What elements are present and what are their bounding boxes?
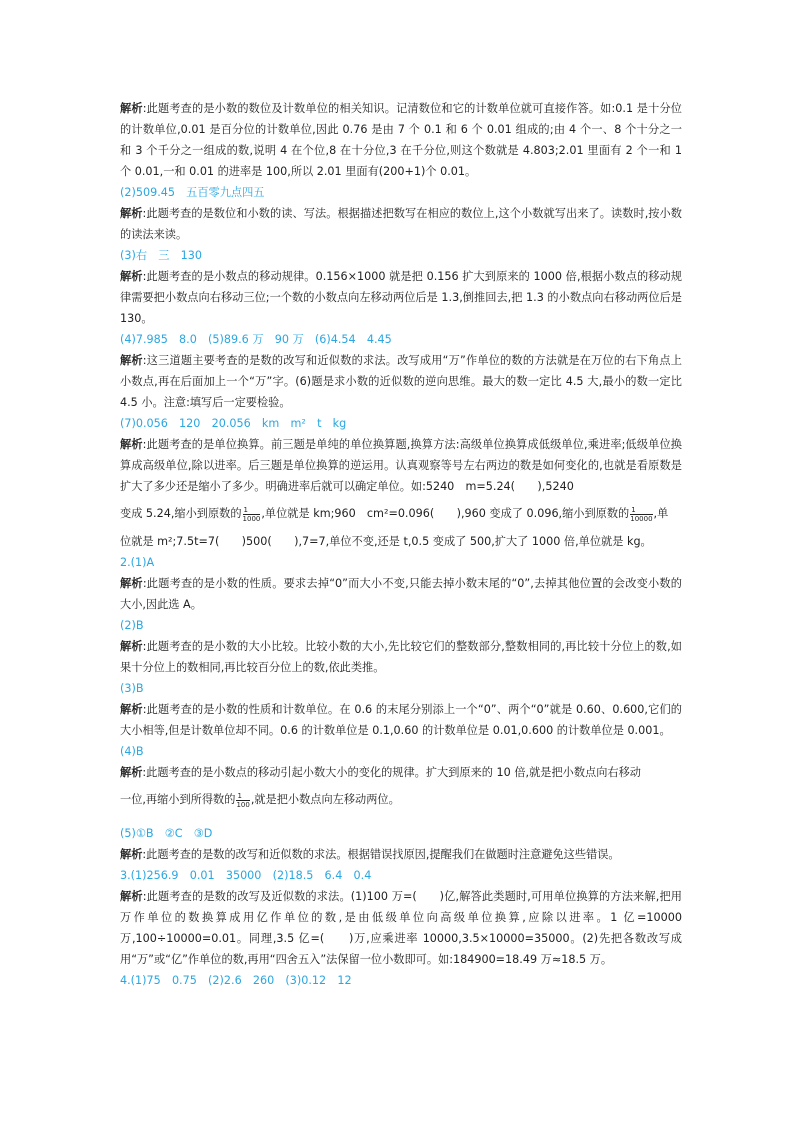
analysis-label: 解析	[120, 890, 143, 903]
analysis-text: 此题考查的是单位换算。前三题是单纯的单位换算题,换算方法:高级单位换算成低级单位,乘进率;低级单位换算成高级单位,除以进率。后三题是单位换算的逆运用。认真观察等号左右两边的数是如何变化的,也就是看原数是扩大了多少还是缩小了多少。明确进率后就可以确定单位。如:5240 m=5.24( ),5240	[120, 438, 682, 493]
analysis-label: 解析	[120, 848, 143, 861]
analysis-paragraph: 解析:此题考查的是小数的大小比较。比较小数的大小,先比较它们的整数部分,整数相同的,再比较十分位上的数,如果十分位上的数相同,再比较百分位上的数,依此类推。	[120, 640, 682, 674]
answer-line: 2.(1)A	[120, 556, 155, 569]
analysis-text: 此题考查的是小数点的移动规律。0.156×1000 就是把 0.156 扩大到原来的 1000 倍,根据小数点的移动规律需要把小数点向右移动三位;一个数的小数点向左移动两位后是 1.3,倒推回去,把 1.3 的小数点向右移动两位后是 130。	[120, 270, 682, 325]
analysis-label: 解析	[120, 577, 143, 590]
analysis-paragraph: 解析:此题考查的是单位换算。前三题是单纯的单位换算题,换算方法:高级单位换算成低级单位,乘进率;低级单位换算成高级单位,除以进率。后三题是单位换算的逆运用。认真观察等号左右两边的数是如何变化的,也就是看原数是扩大了多少还是缩小了多少。明确进率后就可以确定单位。如:5240 m=5.24( ),5240	[120, 438, 682, 493]
analysis-paragraph: 解析:此题考查的是小数点的移动规律。0.156×1000 就是把 0.156 扩大到原来的 1000 倍,根据小数点的移动规律需要把小数点向右移动三位;一个数的小数点向左移动两位后是 1.3,倒推回去,把 1.3 的小数点向右移动两位后是 130。	[120, 270, 682, 325]
analysis-text: 此题考查的是数位和小数的读、写法。根据描述把数写在相应的数位上,这个小数就写出来了。读数时,按小数的读法来读。	[120, 207, 682, 241]
analysis-text: 此题考查的是数的改写和近似数的求法。根据错误找原因,提醒我们在做题时注意避免这些错误。	[146, 848, 620, 861]
answer-line: (2)509.45 五百零九点四五	[120, 186, 265, 199]
answer-page	[120, 98, 682, 991]
fraction: $\frac{1}{1000}$	[242, 505, 261, 523]
analysis-label: 解析	[120, 766, 143, 779]
analysis-paragraph: 解析:此题考查的是小数点的移动引起小数大小的变化的规律。扩大到原来的 10 倍,就是把小数点向右移动	[120, 766, 641, 779]
analysis-text: 这三道题主要考查的是数的改写和近似数的求法。改写成用“万”作单位的数的方法就是在万位的右下角点上小数点,再在后面加上一个“万”字。(6)题是求小数的近似数的逆向思维。最大的数一定比 4.5 大,最小的数一定比 4.5 小。注意:填写后一定要检验。	[120, 354, 682, 409]
analysis-label: 解析	[120, 438, 143, 451]
analysis-text: 此题考查的是数的改写及近似数的求法。(1)100 万=( )亿,解答此类题时,可用单位换算的方法来解,把用万作单位的数换算成用亿作单位的数,是由低级单位向高级单位换算,应除以进率。1 亿=10000 万,100÷10000=0.01。同理,3.5 亿=( )万,应乘进率 10000,3.5×10000=35000。(2)先把各数改写成用“万”或“亿”作单位的数,再用“四舍五入”法保留一位小数即可。如:184900=18.49 万≈18.5 万。	[120, 890, 682, 966]
answer-line: (3)右 三 130	[120, 249, 202, 262]
analysis-text: 此题考查的是小数的大小比较。比较小数的大小,先比较它们的整数部分,整数相同的,再比较十分位上的数,如果十分位上的数相同,再比较百分位上的数,依此类推。	[120, 640, 682, 674]
analysis-paragraph: 解析:此题考查的是小数的性质。要求去掉“0”而大小不变,只能去掉小数末尾的“0”,去掉其他位置的会改变小数的大小,因此选 A。	[120, 577, 682, 611]
analysis-text-line: 位就是 m²;7.5t=7( )500( ),7=7,单位不变,还是 t,0.5 变成了 500,扩大了 1000 倍,单位就是 kg。	[120, 535, 652, 548]
analysis-label: 解析	[120, 640, 143, 653]
answer-line: 3.(1)256.9 0.01 35000 (2)18.5 6.4 0.4	[120, 869, 372, 882]
analysis-paragraph: 解析:此题考查的是小数的性质和计数单位。在 0.6 的末尾分别添上一个“0”、两个“0”就是 0.60、0.600,它们的大小相等,但是计数单位却不同。0.6 的计数单位是 0.1,0.60 的计数单位是 0.01,0.600 的计数单位是 0.001。	[120, 703, 682, 737]
analysis-label: 解析	[120, 354, 143, 367]
analysis-label: 解析	[120, 102, 143, 115]
answer-line: 4.(1)75 0.75 (2)2.6 260 (3)0.12 12	[120, 974, 352, 987]
answer-line: (5)①B ②C ③D	[120, 827, 213, 840]
analysis-fraction-line: 一位,再缩小到所得数的 $\frac{1}{100}$ ,就是把小数点向左移动两位。	[120, 791, 400, 809]
answer-line: (3)B	[120, 682, 144, 695]
analysis-paragraph: 解析:此题考查的是数位和小数的读、写法。根据描述把数写在相应的数位上,这个小数就写出来了。读数时,按小数的读法来读。	[120, 207, 682, 241]
analysis-paragraph: 解析:此题考查的是数的改写和近似数的求法。根据错误找原因,提醒我们在做题时注意避免这些错误。	[120, 848, 620, 861]
analysis-paragraph: 解析:此题考查的是数的改写及近似数的求法。(1)100 万=( )亿,解答此类题时,可用单位换算的方法来解,把用万作单位的数换算成用亿作单位的数,是由低级单位向高级单位换算,应除以进率。1 亿=10000 万,100÷10000=0.01。同理,3.5 亿=( )万,应乘进率 10000,3.5×10000=35000。(2)先把各数改写成用“万”或“亿”作单位的数,再用“四舍五入”法保留一位小数即可。如:184900=18.49 万≈18.5 万。	[120, 890, 682, 966]
fraction: $\frac{1}{10000}$	[630, 505, 653, 523]
analysis-text: 此题考查的是小数的性质。要求去掉“0”而大小不变,只能去掉小数末尾的“0”,去掉其他位置的会改变小数的大小,因此选 A。	[120, 577, 682, 611]
analysis-label: 解析	[120, 270, 143, 283]
answer-line: (4)7.985 8.0 (5)89.6 万 90 万 (6)4.54 4.45	[120, 333, 392, 346]
analysis-label: 解析	[120, 207, 143, 220]
analysis-fraction-line: 变成 5.24,缩小到原数的 $\frac{1}{1000}$ ,单位就是 km;960 cm²=0.096( ),960 变成了 0.096,缩小到原数的 $\frac{1}{10000}$ ,单	[120, 505, 669, 523]
analysis-label: 解析	[120, 703, 143, 716]
answer-line: (4)B	[120, 745, 144, 758]
analysis-text: 此题考查的是小数的数位及计数单位的相关知识。记清数位和它的计数单位就可直接作答。如:0.1 是十分位的计数单位,0.01 是百分位的计数单位,因此 0.76 是由 7 个 0.1 和 6 个 0.01 组成的;由 4 个一、8 个十分之一和 3 个千分之一组成的数,说明 4 在个位,8 在十分位,3 在千分位,则这个数就是 4.803;2.01 里面有 2 个一和 1 个 0.01,一和 0.01 的进率是 100,所以 2.01 里面有(200+1)个 0.01。	[120, 102, 682, 178]
fraction: $\frac{1}{100}$	[236, 791, 250, 809]
analysis-text: 此题考查的是小数的性质和计数单位。在 0.6 的末尾分别添上一个“0”、两个“0”就是 0.60、0.600,它们的大小相等,但是计数单位却不同。0.6 的计数单位是 0.1,0.60 的计数单位是 0.01,0.600 的计数单位是 0.001。	[120, 703, 682, 737]
analysis-text: 此题考查的是小数点的移动引起小数大小的变化的规律。扩大到原来的 10 倍,就是把小数点向右移动	[146, 766, 641, 779]
analysis-paragraph: 解析:这三道题主要考查的是数的改写和近似数的求法。改写成用“万”作单位的数的方法就是在万位的右下角点上小数点,再在后面加上一个“万”字。(6)题是求小数的近似数的逆向思维。最大的数一定比 4.5 大,最小的数一定比 4.5 小。注意:填写后一定要检验。	[120, 354, 682, 409]
answer-line: (2)B	[120, 619, 144, 632]
answer-line: (7)0.056 120 20.056 km m² t kg	[120, 417, 347, 430]
analysis-paragraph: 解析:此题考查的是小数的数位及计数单位的相关知识。记清数位和它的计数单位就可直接作答。如:0.1 是十分位的计数单位,0.01 是百分位的计数单位,因此 0.76 是由 7 个 0.1 和 6 个 0.01 组成的;由 4 个一、8 个十分之一和 3 个千分之一组成的数,说明 4 在个位,8 在十分位,3 在千分位,则这个数就是 4.803;2.01 里面有 2 个一和 1 个 0.01,一和 0.01 的进率是 100,所以 2.01 里面有(200+1)个 0.01。	[120, 102, 682, 178]
